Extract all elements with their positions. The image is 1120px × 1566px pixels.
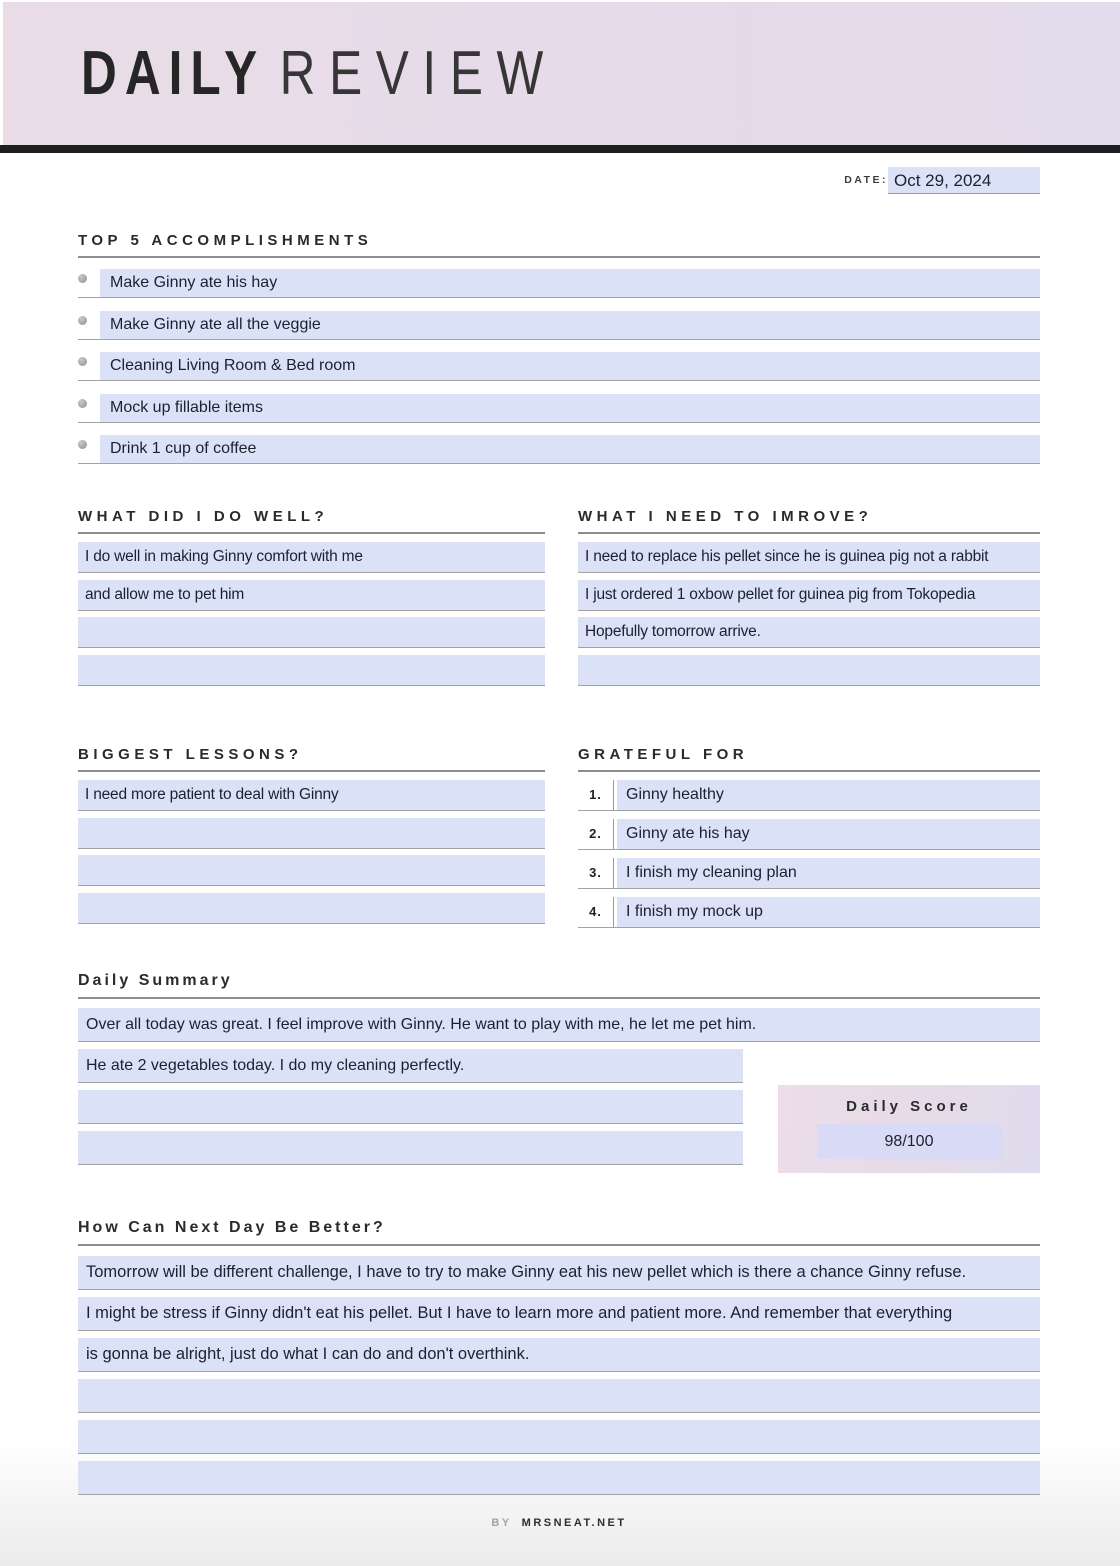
did-well-input-1[interactable]: I do well in making Ginny comfort with me xyxy=(78,542,545,572)
accomplishment-input-4[interactable]: Mock up fillable items xyxy=(100,394,1040,422)
accomplishment-row xyxy=(78,435,1040,464)
next-day-input-6[interactable] xyxy=(78,1461,1040,1494)
daily-score-label: Daily Score xyxy=(846,1098,972,1115)
form-row xyxy=(78,542,545,573)
next-day-heading: How Can Next Day Be Better? xyxy=(78,1219,386,1236)
daily-summary-heading: Daily Summary xyxy=(78,972,233,989)
form-row xyxy=(78,893,545,924)
row-lessons-grateful xyxy=(78,746,1040,936)
lessons-input-3[interactable] xyxy=(78,855,545,885)
next-day-input-3[interactable]: is gonna be alright, just do what I can do and don't overthink. xyxy=(78,1338,1040,1371)
summary-input-1[interactable]: Over all today was great. I feel improve with Ginny. He want to play with me, he let me pet him. xyxy=(78,1008,1040,1041)
grateful-input-1[interactable]: Ginny healthy xyxy=(617,780,1040,810)
accomplishment-input-5[interactable]: Drink 1 cup of coffee xyxy=(100,435,1040,463)
grateful-input-3[interactable]: I finish my cleaning plan xyxy=(617,858,1040,888)
lessons-input-1[interactable]: I need more patient to deal with Ginny xyxy=(78,780,545,810)
summary-input-4[interactable] xyxy=(78,1131,743,1164)
grateful-row xyxy=(578,858,1040,889)
divider-line xyxy=(78,256,1040,258)
accomplishments-rows xyxy=(78,269,1040,464)
row-didwell-improve xyxy=(78,508,1040,692)
form-row xyxy=(78,580,545,611)
divider-line xyxy=(78,997,1040,999)
header-divider-bar xyxy=(0,145,1120,153)
daily-score-input[interactable]: 98/100 xyxy=(817,1124,1002,1159)
grateful-input-4[interactable]: I finish my mock up xyxy=(617,897,1040,927)
form-row xyxy=(578,580,1040,611)
grateful-rows xyxy=(578,780,1040,928)
bullet-dot-icon xyxy=(78,399,87,408)
summary-input-3[interactable] xyxy=(78,1090,743,1123)
did-well-input-4[interactable] xyxy=(78,655,545,685)
footer-credit xyxy=(78,1517,1040,1529)
page-title-daily: DAILY xyxy=(81,39,266,108)
section-grateful xyxy=(578,746,1040,936)
accomplishment-row xyxy=(78,352,1040,381)
date-label: DATE: xyxy=(844,174,888,186)
grateful-number: 1. xyxy=(578,780,614,810)
section-daily-summary xyxy=(78,972,1040,1173)
form-row xyxy=(78,1420,1040,1454)
grateful-input-2[interactable]: Ginny ate his hay xyxy=(617,819,1040,849)
accomplishment-input-2[interactable]: Make Ginny ate all the veggie xyxy=(100,311,1040,339)
form-row xyxy=(78,655,545,686)
improve-input-3[interactable]: Hopefully tomorrow arrive. xyxy=(578,617,1040,647)
section-did-well xyxy=(78,508,545,692)
form-row xyxy=(578,655,1040,686)
date-input[interactable]: Oct 29, 2024 xyxy=(888,167,1040,194)
accomplishment-input-3[interactable]: Cleaning Living Room & Bed room xyxy=(100,352,1040,380)
improve-rows xyxy=(578,542,1040,686)
divider-line xyxy=(78,1244,1040,1246)
form-row xyxy=(578,542,1040,573)
did-well-rows xyxy=(78,542,545,686)
next-day-input-4[interactable] xyxy=(78,1379,1040,1412)
date-row xyxy=(78,166,1040,194)
accomplishment-row xyxy=(78,311,1040,340)
form-row xyxy=(78,1090,743,1124)
form-row xyxy=(78,1461,1040,1495)
lessons-input-4[interactable] xyxy=(78,893,545,923)
daily-score-box xyxy=(778,1085,1040,1173)
page-header xyxy=(3,2,1120,145)
summary-and-score xyxy=(78,1049,1040,1173)
improve-input-1[interactable]: I need to replace his pellet since he is guinea pig not a rabbit xyxy=(578,542,1040,572)
grateful-row xyxy=(578,897,1040,928)
divider-line xyxy=(78,770,545,772)
divider-line xyxy=(78,532,545,534)
form-row xyxy=(78,1049,743,1083)
form-row xyxy=(578,617,1040,648)
form-content xyxy=(0,166,1120,1529)
next-day-rows xyxy=(78,1256,1040,1495)
did-well-input-3[interactable] xyxy=(78,617,545,647)
improve-input-4[interactable] xyxy=(578,655,1040,685)
divider-line xyxy=(578,770,1040,772)
grateful-number: 2. xyxy=(578,819,614,849)
bullet-dot-icon xyxy=(78,357,87,366)
lessons-rows xyxy=(78,780,545,924)
section-lessons xyxy=(78,746,545,936)
did-well-heading: WHAT DID I DO WELL? xyxy=(78,508,329,525)
grateful-row xyxy=(578,819,1040,850)
did-well-input-2[interactable]: and allow me to pet him xyxy=(78,580,545,610)
summary-left-rows xyxy=(78,1049,743,1172)
footer-by-label: BY xyxy=(491,1517,512,1529)
improve-input-2[interactable]: I just ordered 1 oxbow pellet for guinea pig from Tokopedia xyxy=(578,580,1040,610)
grateful-row xyxy=(578,780,1040,811)
daily-summary-rows xyxy=(78,1008,1040,1173)
section-accomplishments xyxy=(78,232,1040,464)
accomplishments-heading: TOP 5 ACCOMPLISHMENTS xyxy=(78,232,373,249)
improve-heading: WHAT I NEED TO IMROVE? xyxy=(578,508,873,525)
next-day-input-1[interactable]: Tomorrow will be different challenge, I have to try to make Ginny eat his new pellet which is there a chance Ginny refuse. xyxy=(78,1256,1040,1289)
grateful-number: 4. xyxy=(578,897,614,927)
next-day-input-5[interactable] xyxy=(78,1420,1040,1453)
form-row xyxy=(78,1338,1040,1372)
page-title xyxy=(81,38,557,109)
form-row xyxy=(78,1379,1040,1413)
form-row xyxy=(78,617,545,648)
divider-line xyxy=(578,532,1040,534)
form-row xyxy=(78,1131,743,1165)
form-row xyxy=(78,1008,1040,1042)
bullet-dot-icon xyxy=(78,316,87,325)
form-row xyxy=(78,855,545,886)
form-row xyxy=(78,818,545,849)
page-title-review: REVIEW xyxy=(279,39,557,108)
summary-input-2[interactable]: He ate 2 vegetables today. I do my cleaning perfectly. xyxy=(78,1049,743,1082)
grateful-number: 3. xyxy=(578,858,614,888)
grateful-heading: GRATEFUL FOR xyxy=(578,746,749,763)
bullet-dot-icon xyxy=(78,274,87,283)
form-row xyxy=(78,1297,1040,1331)
form-row xyxy=(78,1256,1040,1290)
next-day-input-2[interactable]: I might be stress if Ginny didn't eat his pellet. But I have to learn more and patient more. And remember that everything xyxy=(78,1297,1040,1330)
accomplishment-input-1[interactable]: Make Ginny ate his hay xyxy=(100,269,1040,297)
lessons-input-2[interactable] xyxy=(78,818,545,848)
bullet-dot-icon xyxy=(78,440,87,449)
form-row xyxy=(78,780,545,811)
accomplishment-row xyxy=(78,394,1040,423)
accomplishment-row xyxy=(78,269,1040,298)
section-next-day xyxy=(78,1219,1040,1495)
lessons-heading: BIGGEST LESSONS? xyxy=(78,746,303,763)
footer-site-name: MRSNEAT.NET xyxy=(521,1517,627,1529)
section-improve xyxy=(578,508,1040,692)
